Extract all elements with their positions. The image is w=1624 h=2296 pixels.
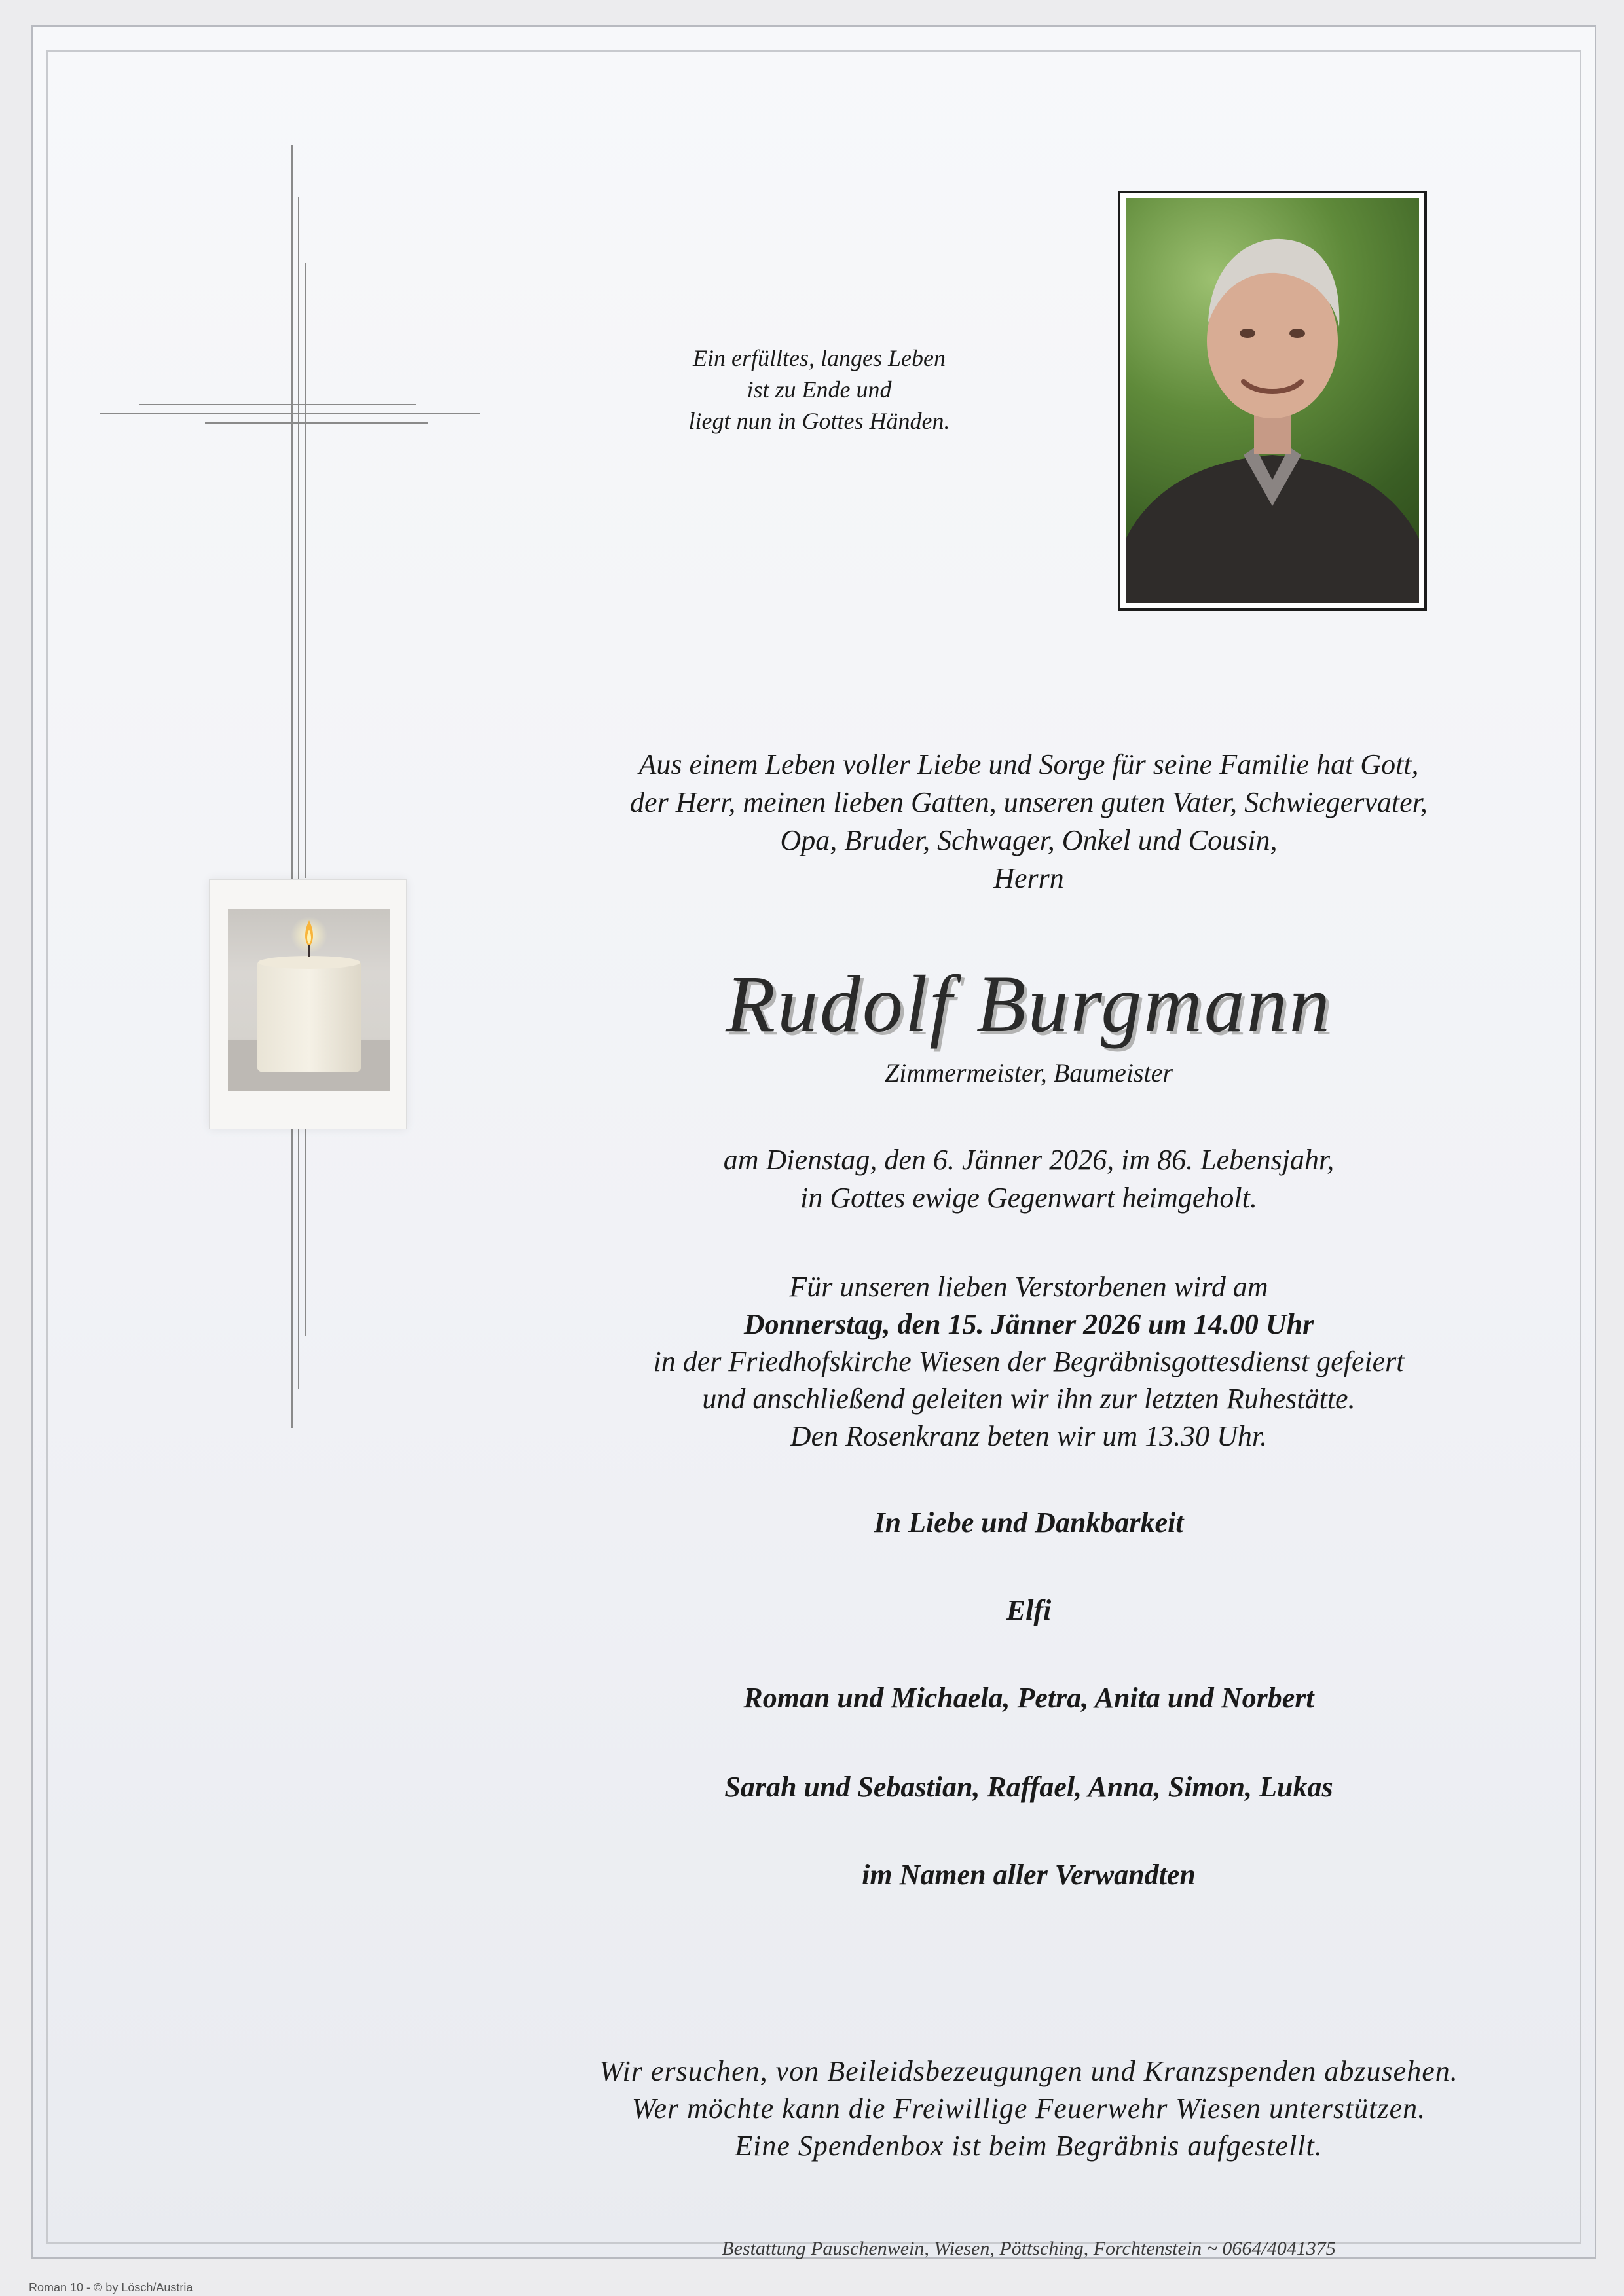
intro-line: Herrn xyxy=(993,862,1064,894)
candle-image xyxy=(228,909,390,1091)
mourner-spouse: Elfi xyxy=(1006,1594,1052,1626)
mourner-grandchildren: Sarah und Sebastian, Raffael, Anna, Simon, Lukas xyxy=(724,1771,1333,1803)
cross-horizontal-line-3 xyxy=(205,422,428,424)
obituary-card xyxy=(31,25,1596,2259)
cross-vertical-line-5 xyxy=(304,1127,306,1336)
funeral-line: Für unseren lieben Verstorbenen wird am xyxy=(789,1271,1268,1303)
undertaker-footer: Bestattung Pauschenwein, Wiesen, Pöttsching, Forchtenstein ~ 0664/4041375 xyxy=(722,2238,1336,2259)
death-line: am Dienstag, den 6. Jänner 2026, im 86. Lebensjahr, xyxy=(723,1144,1335,1176)
portrait-silhouette-icon xyxy=(1126,198,1419,603)
cross-horizontal-line-1 xyxy=(139,404,416,405)
request-line: Eine Spendenbox ist beim Begräbnis aufgestellt. xyxy=(735,2130,1323,2162)
mourner-relatives: im Namen aller Verwandten xyxy=(862,1859,1196,1891)
funeral-line: und anschließend geleiten wir ihn zur letzten Ruhestätte. xyxy=(702,1383,1356,1415)
portrait-photo-frame xyxy=(1118,191,1427,611)
quote-line: ist zu Ende und xyxy=(747,376,892,403)
template-copyright: Roman 10 - © by Lösch/Austria xyxy=(29,2281,193,2294)
intro-line: der Herr, meinen lieben Gatten, unseren guten Vater, Schwiegervater, xyxy=(630,786,1428,818)
intro-line: Aus einem Leben voller Liebe und Sorge für seine Familie hat Gott, xyxy=(638,748,1419,780)
candle-icon xyxy=(228,909,390,1091)
funeral-line: Den Rosenkranz beten wir um 13.30 Uhr. xyxy=(790,1420,1268,1452)
cross-vertical-line-2 xyxy=(298,197,299,884)
donation-request xyxy=(531,2052,1526,2164)
request-line: Wer möchte kann die Freiwillige Feuerwehr Wiesen unterstützen. xyxy=(631,2092,1426,2124)
opening-quote xyxy=(610,342,1029,437)
request-line: Wir ersuchen, von Beileidsbezeugungen und Kranzspenden abzusehen. xyxy=(599,2055,1458,2087)
quote-line: liegt nun in Gottes Händen. xyxy=(688,408,950,434)
funeral-date-time xyxy=(531,1305,1526,1343)
cross-horizontal-line-2 xyxy=(100,413,480,414)
funeral-line: in der Friedhofskirche Wiesen der Begräbnisgottesdienst gefeiert xyxy=(653,1345,1405,1377)
candle-card xyxy=(209,879,407,1129)
cross-vertical-line-1 xyxy=(291,145,293,1428)
death-notice xyxy=(531,1141,1526,1217)
mourner-children: Roman und Michaela, Petra, Anita und Norbert xyxy=(743,1682,1314,1714)
portrait-photo xyxy=(1126,198,1419,603)
cross-vertical-line-3 xyxy=(298,1114,299,1389)
cross-vertical-line-4 xyxy=(304,263,306,878)
death-line: in Gottes ewige Gegenwart heimgeholt. xyxy=(800,1182,1257,1214)
mourners-dedication: In Liebe und Dankbarkeit xyxy=(874,1506,1184,1539)
deceased-name: Rudolf Burgmann xyxy=(726,959,1332,1049)
funeral-details xyxy=(531,1268,1526,1455)
quote-line: Ein erfülltes, langes Leben xyxy=(693,345,946,371)
intro-line: Opa, Bruder, Schwager, Onkel und Cousin, xyxy=(780,824,1278,856)
deceased-profession: Zimmermeister, Baumeister xyxy=(885,1058,1173,1087)
announcement-intro xyxy=(531,746,1526,898)
funeral-date-bold: Donnerstag, den 15. Jänner 2026 um 14.00 Uhr xyxy=(743,1308,1314,1340)
